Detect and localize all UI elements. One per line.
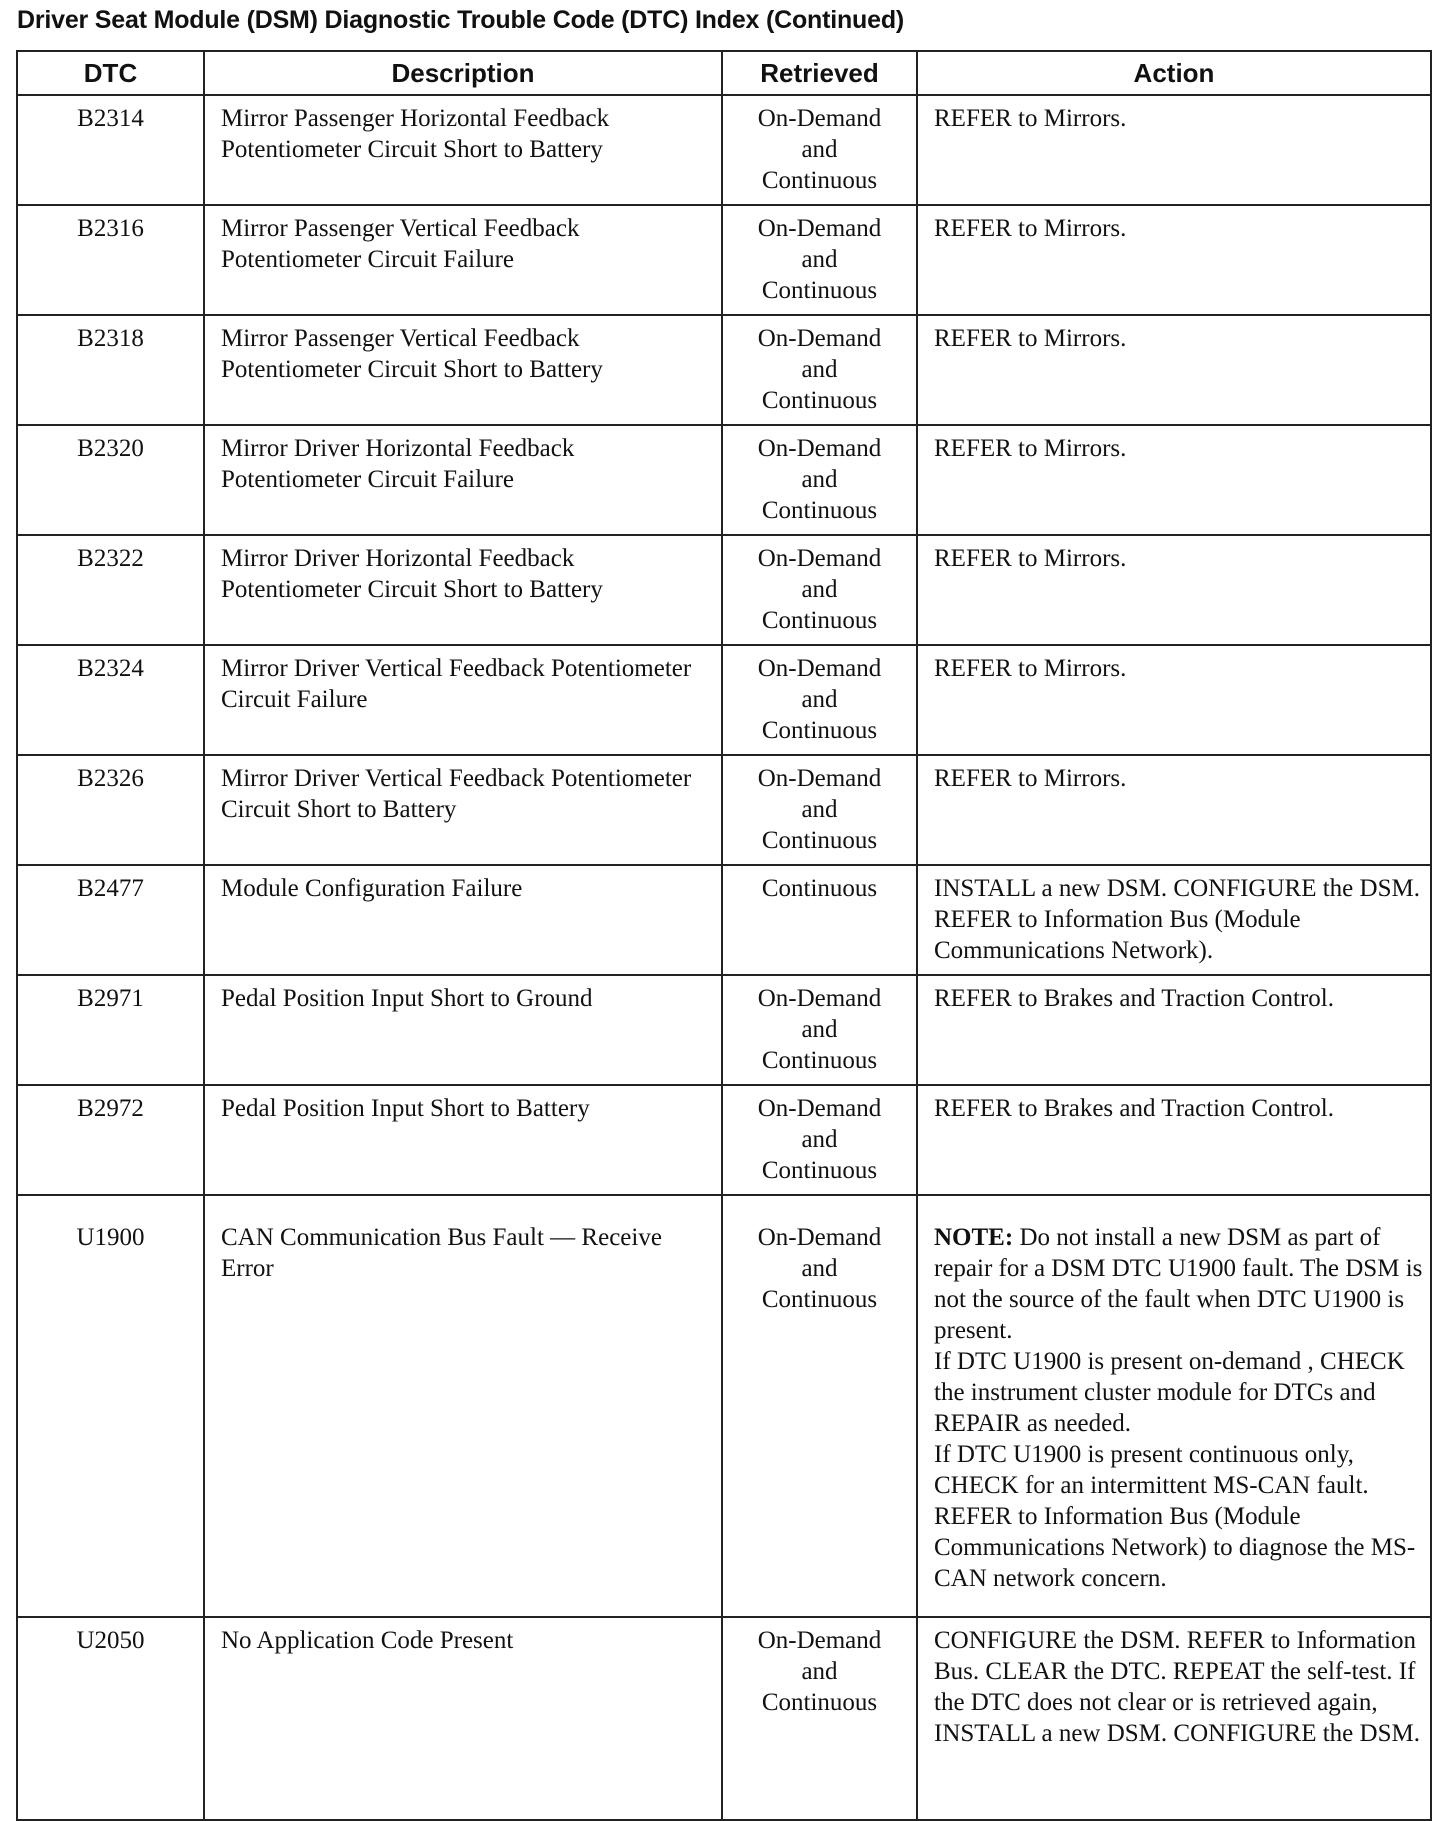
table-row xyxy=(17,1617,1431,1820)
retrieved-line: Continuous xyxy=(761,827,878,854)
retrieved-line: and xyxy=(801,1255,838,1282)
dtc-description: Pedal Position Input Short to Ground xyxy=(204,975,722,1085)
retrieved-line: Continuous xyxy=(761,607,878,634)
dtc-description: Module Configuration Failure xyxy=(204,865,722,975)
table-row xyxy=(17,1085,1431,1195)
dtc-description: Mirror Passenger Vertical Feedback Potentiometer Circuit Short to Battery xyxy=(204,315,722,425)
dtc-retrieved xyxy=(722,205,917,315)
dtc-action: REFER to Brakes and Traction Control. xyxy=(917,1085,1431,1195)
dtc-description: Mirror Driver Vertical Feedback Potentiometer Circuit Short to Battery xyxy=(204,755,722,865)
dtc-action: INSTALL a new DSM. CONFIGURE the DSM. REFER to Information Bus (Module Communications Network). xyxy=(917,865,1431,975)
header-action: Action xyxy=(917,51,1431,95)
dtc-action: CONFIGURE the DSM. REFER to Information Bus. CLEAR the DTC. REPEAT the self-test. If the DTC does not clear or is retrieved again, INSTALL a new DSM. CONFIGURE the DSM. xyxy=(917,1617,1431,1820)
dtc-code: B2316 xyxy=(17,205,204,315)
retrieved-line: On-Demand xyxy=(757,545,882,572)
dtc-retrieved xyxy=(722,645,917,755)
table-header-row xyxy=(17,51,1431,95)
retrieved-line: and xyxy=(801,246,838,273)
table-row xyxy=(17,645,1431,755)
dtc-action: REFER to Mirrors. xyxy=(917,755,1431,865)
retrieved-line: On-Demand xyxy=(757,1627,882,1654)
table-row xyxy=(17,95,1431,205)
retrieved-line: Continuous xyxy=(761,277,878,304)
dtc-code: U1900 xyxy=(17,1195,204,1617)
retrieved-line: and xyxy=(801,1126,838,1153)
dtc-retrieved xyxy=(722,1617,917,1820)
dtc-retrieved xyxy=(722,755,917,865)
dtc-action: REFER to Mirrors. xyxy=(917,425,1431,535)
retrieved-line: Continuous xyxy=(761,1286,878,1313)
table-row xyxy=(17,425,1431,535)
dtc-code: B2477 xyxy=(17,865,204,975)
dtc-action: REFER to Mirrors. xyxy=(917,315,1431,425)
dtc-description: No Application Code Present xyxy=(204,1617,722,1820)
dtc-action: REFER to Mirrors. xyxy=(917,205,1431,315)
dtc-retrieved xyxy=(722,425,917,535)
retrieved-line: and xyxy=(801,1016,838,1043)
retrieved-line: On-Demand xyxy=(757,1095,882,1122)
retrieved-line: and xyxy=(801,1658,838,1685)
retrieved-line: Continuous xyxy=(761,1157,878,1184)
retrieved-line: Continuous xyxy=(761,1689,878,1716)
retrieved-line: On-Demand xyxy=(757,105,882,132)
retrieved-line: Continuous xyxy=(761,497,878,524)
dtc-code: B2972 xyxy=(17,1085,204,1195)
dtc-description: Mirror Driver Horizontal Feedback Potentiometer Circuit Short to Battery xyxy=(204,535,722,645)
retrieved-line: and xyxy=(801,576,838,603)
dtc-retrieved xyxy=(722,315,917,425)
retrieved-line: Continuous xyxy=(761,717,878,744)
retrieved-line: Continuous xyxy=(761,875,878,902)
retrieved-line: and xyxy=(801,466,838,493)
retrieved-line: and xyxy=(801,356,838,383)
dtc-action: REFER to Mirrors. xyxy=(917,645,1431,755)
note-label: NOTE: xyxy=(934,1224,1014,1251)
retrieved-line: On-Demand xyxy=(757,325,882,352)
table-row xyxy=(17,755,1431,865)
dtc-description: CAN Communication Bus Fault — Receive Error xyxy=(204,1195,722,1617)
dtc-code: B2971 xyxy=(17,975,204,1085)
header-dtc: DTC xyxy=(17,51,204,95)
action-note xyxy=(934,1222,1424,1346)
dtc-action: REFER to Brakes and Traction Control. xyxy=(917,975,1431,1085)
table-row xyxy=(17,315,1431,425)
dtc-retrieved xyxy=(722,1195,917,1617)
dtc-code: B2318 xyxy=(17,315,204,425)
dtc-description: Mirror Driver Horizontal Feedback Potentiometer Circuit Failure xyxy=(204,425,722,535)
retrieved-line: and xyxy=(801,796,838,823)
dtc-retrieved xyxy=(722,975,917,1085)
action-paragraph: If DTC U1900 is present on-demand , CHECK the instrument cluster module for DTCs and REPAIR as needed. xyxy=(934,1348,1405,1437)
retrieved-line: and xyxy=(801,686,838,713)
dtc-code: B2324 xyxy=(17,645,204,755)
retrieved-line: On-Demand xyxy=(757,435,882,462)
note-text: Do not install a new DSM as part of repair for a DSM DTC U1900 fault. The DSM is not the source of the fault when DTC U1900 is present. xyxy=(934,1224,1423,1344)
dtc-code: B2320 xyxy=(17,425,204,535)
action-paragraph: If DTC U1900 is present continuous only, CHECK for an intermittent MS-CAN fault. REFER to Information Bus (Module Communications Network) to diagnose the MS-CAN network concern. xyxy=(934,1441,1416,1592)
retrieved-line: On-Demand xyxy=(757,765,882,792)
dtc-retrieved xyxy=(722,95,917,205)
dtc-code: B2322 xyxy=(17,535,204,645)
dtc-action: REFER to Mirrors. xyxy=(917,535,1431,645)
retrieved-line: Continuous xyxy=(761,387,878,414)
dtc-retrieved xyxy=(722,535,917,645)
retrieved-line: On-Demand xyxy=(757,985,882,1012)
retrieved-line: Continuous xyxy=(761,1047,878,1074)
table-row xyxy=(17,205,1431,315)
retrieved-line: On-Demand xyxy=(757,655,882,682)
dtc-description: Pedal Position Input Short to Battery xyxy=(204,1085,722,1195)
header-retrieved: Retrieved xyxy=(722,51,917,95)
table-row xyxy=(17,975,1431,1085)
table-row xyxy=(17,865,1431,975)
dtc-index-table xyxy=(16,50,1432,1821)
retrieved-line: and xyxy=(801,136,838,163)
retrieved-line: Continuous xyxy=(761,167,878,194)
dtc-retrieved xyxy=(722,865,917,975)
dtc-action: REFER to Mirrors. xyxy=(917,95,1431,205)
retrieved-line: On-Demand xyxy=(757,1224,882,1251)
dtc-description: Mirror Passenger Horizontal Feedback Potentiometer Circuit Short to Battery xyxy=(204,95,722,205)
table-row xyxy=(17,1195,1431,1617)
dtc-action xyxy=(917,1195,1431,1617)
dtc-code: B2326 xyxy=(17,755,204,865)
dtc-description: Mirror Driver Vertical Feedback Potentiometer Circuit Failure xyxy=(204,645,722,755)
table-row xyxy=(17,535,1431,645)
dtc-retrieved xyxy=(722,1085,917,1195)
dtc-code: B2314 xyxy=(17,95,204,205)
dtc-description: Mirror Passenger Vertical Feedback Potentiometer Circuit Failure xyxy=(204,205,722,315)
page-title: Driver Seat Module (DSM) Diagnostic Trouble Code (DTC) Index (Continued) xyxy=(17,6,905,34)
header-description: Description xyxy=(204,51,722,95)
dtc-code: U2050 xyxy=(17,1617,204,1820)
retrieved-line: On-Demand xyxy=(757,215,882,242)
